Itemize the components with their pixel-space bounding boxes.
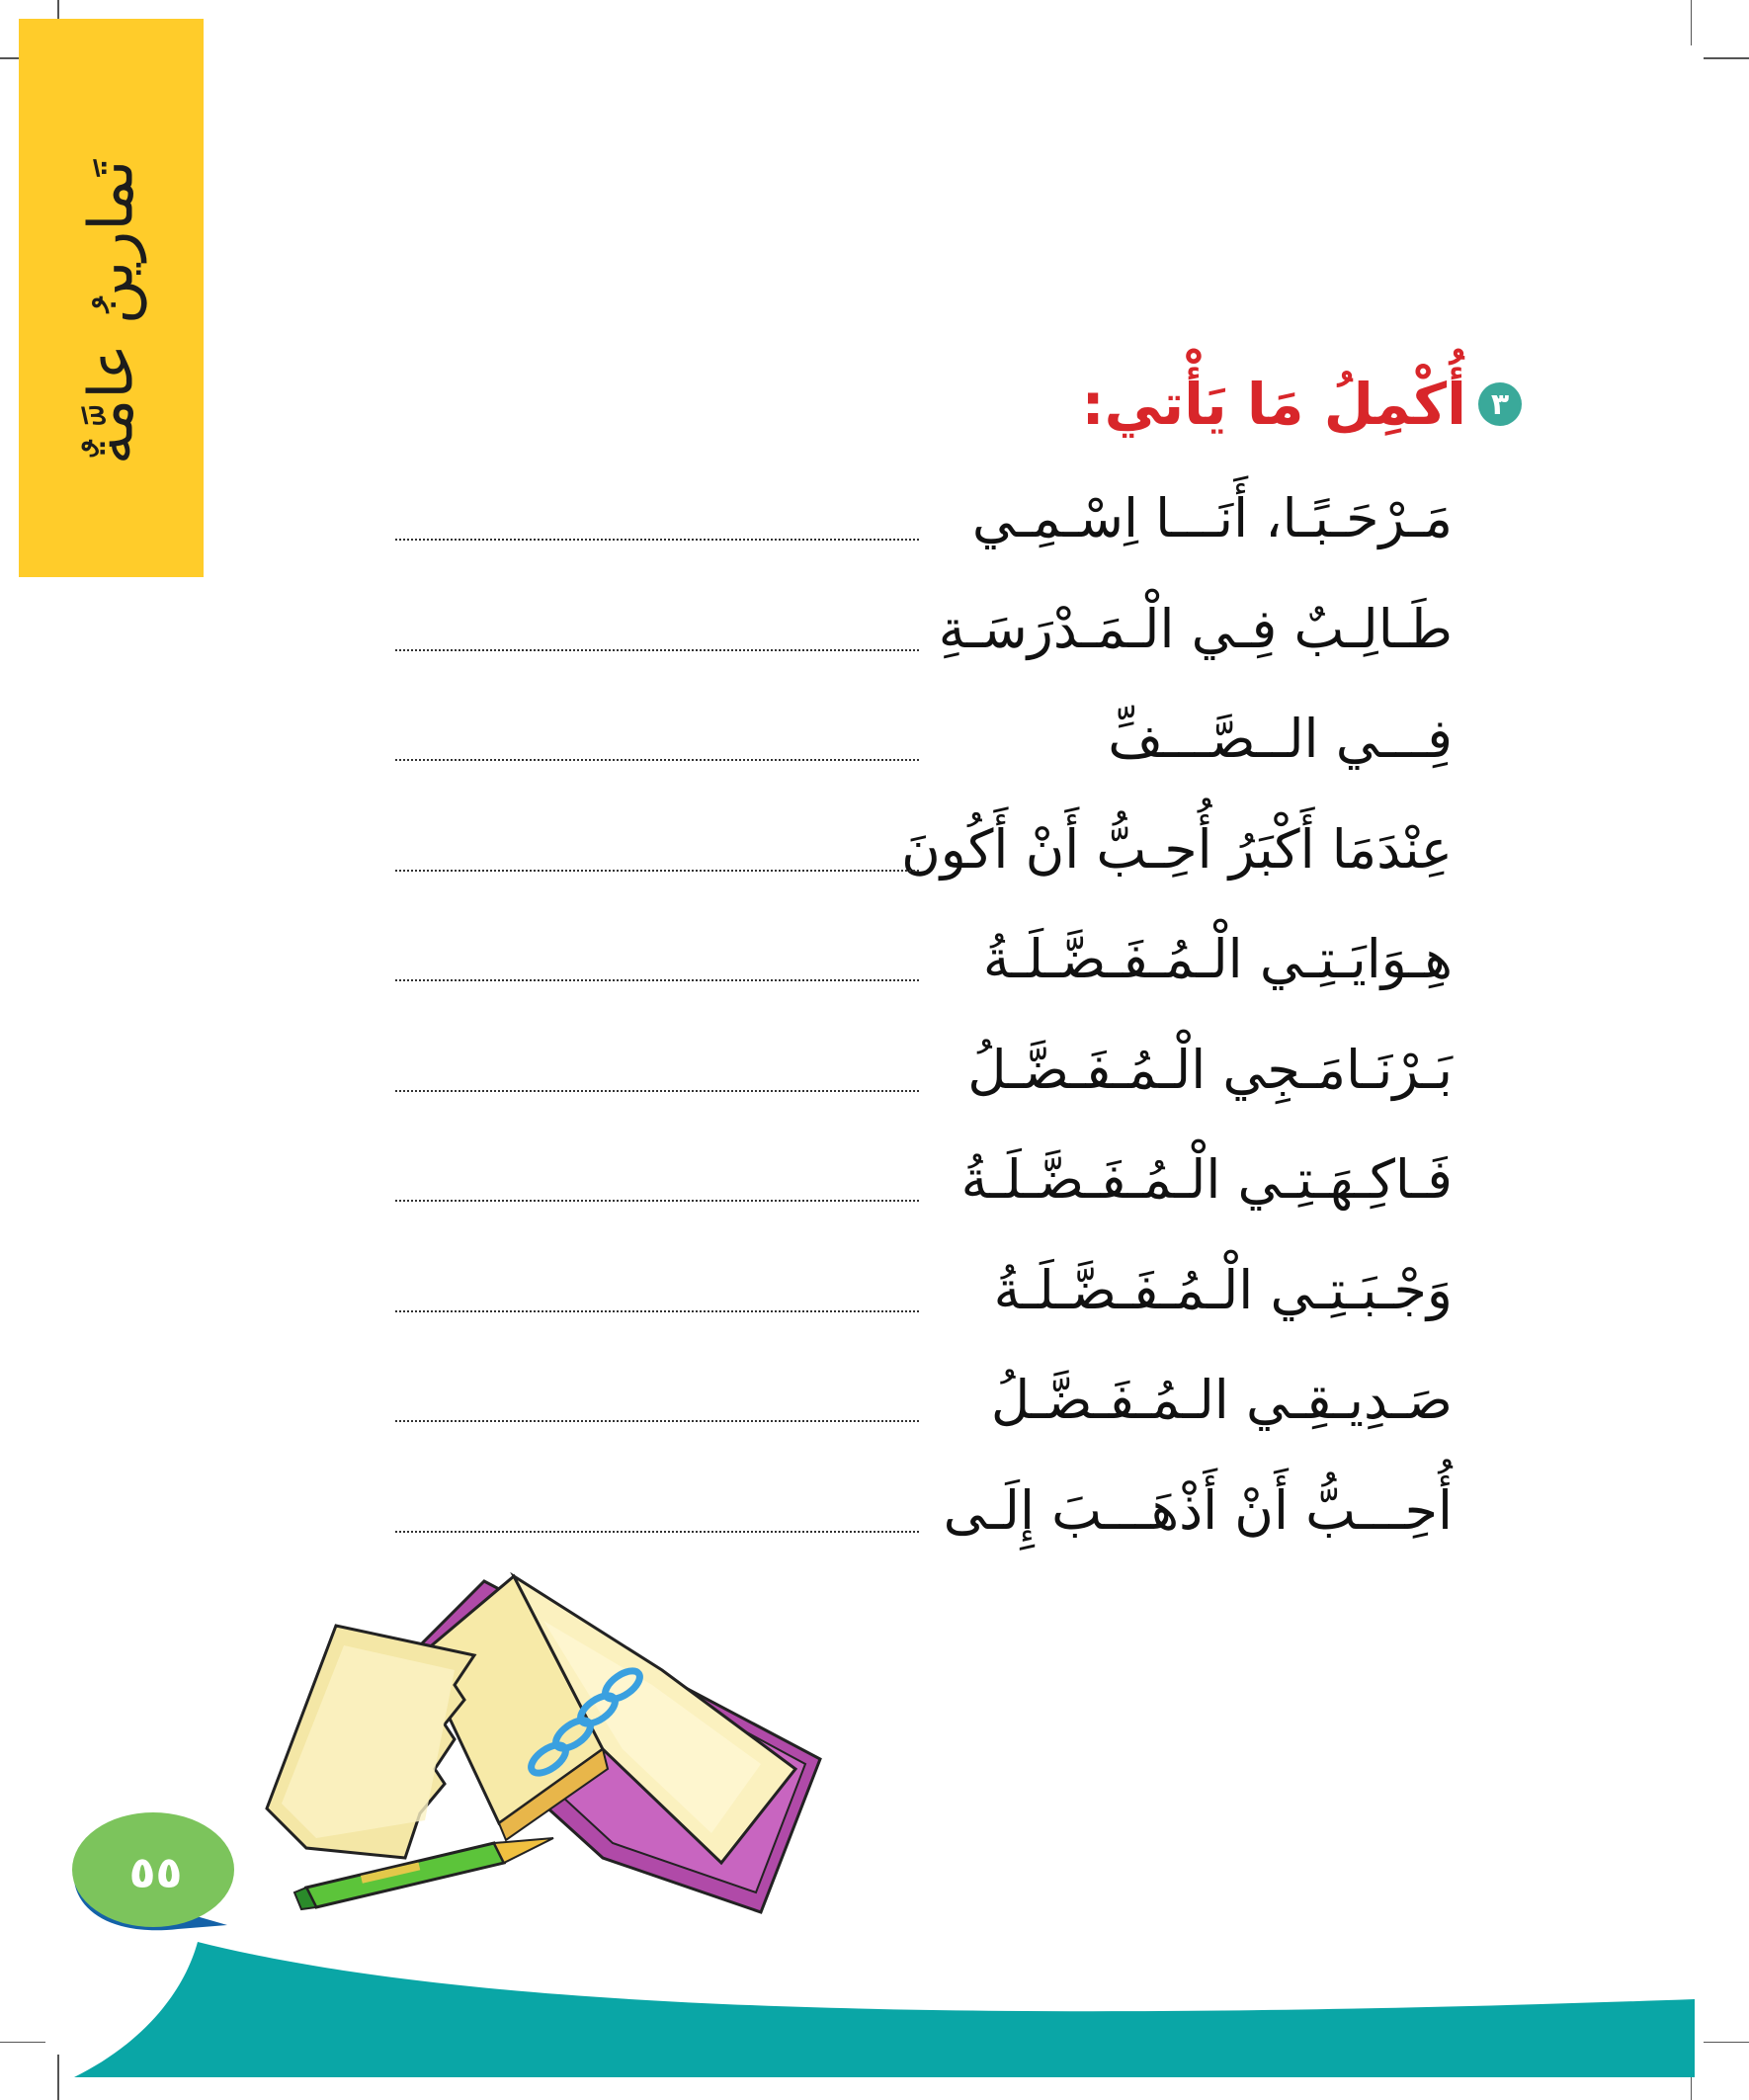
answer-line[interactable]	[395, 1420, 919, 1422]
completion-row	[395, 812, 1453, 923]
exercise-header	[1081, 371, 1522, 438]
answer-line[interactable]	[395, 1310, 919, 1312]
completion-list	[395, 481, 1453, 1583]
prompt-text: أُحِـــبُّ أَنْ أَذْهَـــبَ إِلَـى	[943, 1478, 1453, 1542]
prompt-text: هِـوَايَـتِـي الْـمُـفَـضَّـلَـةُ	[982, 928, 1453, 990]
answer-line[interactable]	[395, 1531, 919, 1533]
completion-row	[395, 702, 1453, 812]
answer-line[interactable]	[395, 1090, 919, 1092]
completion-row	[395, 1363, 1453, 1473]
prompt-text: فَـاكِـهَـتِـي الْـمُـفَـضَّـلَـةُ	[960, 1148, 1453, 1211]
prompt-text: طَـالِـبٌ فِـي الْـمَـدْرَسَـةِ	[938, 597, 1453, 660]
completion-row	[395, 1033, 1453, 1143]
answer-line[interactable]	[395, 979, 919, 981]
crop-mark	[1691, 0, 1693, 45]
prompt-text: وَجْـبَـتِـي الْـمُـفَـضَّـلَـةُ	[993, 1258, 1453, 1321]
completion-row	[395, 481, 1453, 592]
prompt-text: صَـدِيـقِـي الـمُـفَـضَّـلُ	[990, 1369, 1453, 1431]
answer-line[interactable]	[395, 539, 919, 541]
answer-line[interactable]	[395, 649, 919, 651]
page-number: ٥٥	[128, 1847, 183, 1898]
prompt-text: مَـرْحَـبًـا، أَنَـــا اِسْـمِـي	[971, 487, 1453, 549]
prompt-text: عِنْدَمَا أَكْبَرُ أُحِـبُّ أَنْ أَكُونَ	[901, 817, 1453, 881]
exercise-title: أُكْمِلُ مَا يَأْتي:	[1081, 371, 1466, 438]
exercise-number-badge: ٣	[1478, 382, 1522, 426]
completion-row	[395, 1142, 1453, 1253]
answer-line[interactable]	[395, 759, 919, 761]
completion-row	[395, 922, 1453, 1033]
prompt-text: فِـــي الــصَّـــفِّ	[1108, 708, 1453, 770]
answer-line[interactable]	[395, 870, 919, 872]
completion-row	[395, 592, 1453, 703]
prompt-text: بَـرْنَـامَـجِي الْـمُـفَـضَّـلُ	[967, 1038, 1453, 1101]
section-tab-title: تَمارينُ عامَّةٌ	[74, 159, 147, 465]
crop-mark	[1704, 57, 1749, 59]
answer-line[interactable]	[395, 1200, 919, 1202]
completion-row	[395, 1253, 1453, 1364]
